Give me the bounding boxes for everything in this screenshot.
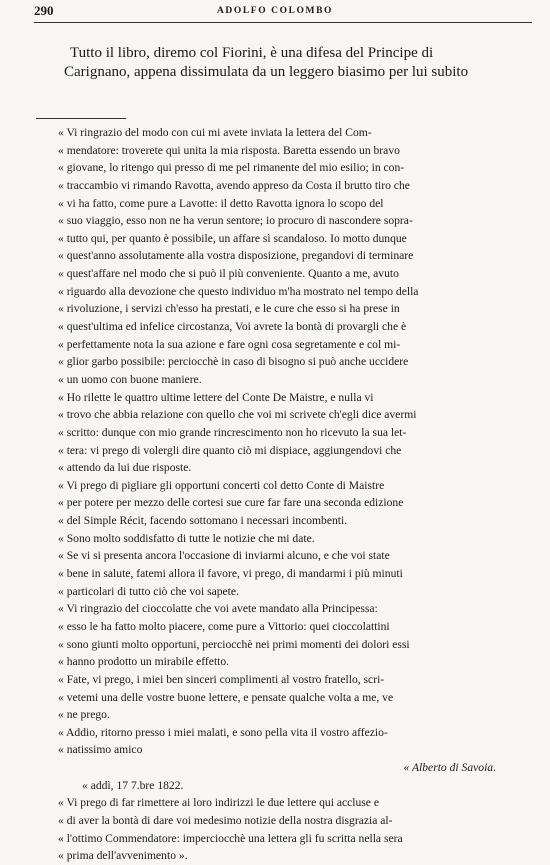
letter-line: « hanno prodotto un mirabile effetto. [58,655,230,669]
letter-line: « vi ha fatto, come pure a Lavotte: il detto Ravotta ignora lo scopo del [58,196,384,210]
intro-line: Carignano, appena dissimulata da un leggero biasimo per lui subito [64,64,469,80]
letter-line: « rivoluzione, i servizi ch'esso ha prestati, e le cure che esso si ha prese in [58,302,400,316]
letter-line: « suo viaggio, esso non ne ha verun sentore; io procuro di nascondere sopra- [58,214,413,228]
letter-line: « quest'anno assolutamente alla vostra disposizione, pregandovi di terminare [58,249,414,263]
letter-line: « del Simple Récit, facendo sottomano i necessari incombenti. [58,514,348,528]
letter-line: « glior garbo possibile: perciocchè in caso di bisogno si può anche uccidere [58,355,409,369]
letter-line: « bene in salute, fatemi allora il favore, vi prego, di mandarmi i più minuti [58,567,403,581]
intro-line: Tutto il libro, diremo col Fiorini, è una difesa del Principe di [70,45,434,61]
letter-line: « Sono molto soddisfatto di tutte le notizie che mi date. [58,531,315,545]
letter-line: « perfettamente nota la sua azione e fare ogni cosa segretamente e col mi- [58,337,401,351]
letter-line: « traccambio vi rimando Ravotta, avendo appreso da Costa il brutto tiro che [58,178,410,192]
letter-line: « Vi ringrazio del cioccolatte che voi avete mandato alla Principessa: [58,602,378,616]
letter-line: « particolari di tutto ciò che voi sapete. [58,584,239,598]
page-number: 290 [34,3,54,18]
letter-line: « scritto: dunque con mio grande rincrescimento non ho ricevuto la sua let- [58,425,407,439]
letter-line: « Vi prego di pigliare gli opportuni concerti col detto Conte di Maistre [58,478,385,492]
letter-line: « ne prego. [58,708,110,722]
letter-line: « Fate, vi prego, i miei ben sinceri complimenti al vostro fratello, scri- [58,672,385,686]
letter-line: « quest'ultima ed infelice circostanza, Voi avrete la bontà di provargli che è [58,320,407,334]
intro-paragraph [64,44,524,82]
letter-line: « giovane, lo ritengo qui presso di me pel rimanente del mio esilio; in con- [58,161,405,175]
letter-line: « vetemi una delle vostre buone lettere, e pensate qualche volta a me, ve [58,690,394,704]
footnote-separator [36,118,126,119]
signature: « Alberto di Savoia. [403,761,496,775]
letter-line: « natissimo amico [58,743,143,757]
letter-line: « un uomo con buone maniere. [58,372,202,386]
letter-line: « Vi ringrazio del modo con cui mi avete inviata la lettera del Com- [58,126,372,139]
closing-line: « di aver la bontà di dare voi medesimo notizie della nostra disgrazia al- [58,813,393,827]
letter-line: « esso le ha fatto molto piacere, come pure a Vittorio: quei cioccolattini [58,619,390,633]
closing-line: « Vi prego di far rimettere ai loro indirizzi le due lettere qui accluse e [58,796,380,810]
header-rule [34,22,532,23]
letter-line: « Addio, ritorno presso i miei malati, e sono pella vita il vostro affezio- [58,725,388,739]
closing-line: « l'ottimo Commendatore: imperciocchè una lettera gli fu scritta nella sera [58,831,403,845]
letter-line: « per potere per mezzo delle cortesi sue cure far fare una seconda edizione [58,496,404,510]
letter-line: « tutto qui, per quanto è possibile, un affare sì scandaloso. Io motto dunque [58,231,407,245]
letter-line: « sono giunti molto opportuni, perciocchè nei primi momenti dei dolori essi [58,637,410,651]
letter-line: « attendo da lui due risposte. [58,461,192,475]
running-title: ADOLFO COLOMBO [216,6,334,16]
closing-line: « prima dell'avvenimento ». [58,849,188,863]
letter-line: « mendatore: troverete qui unita la mia risposta. Baretta essendo un bravo [58,143,400,157]
letter-body [58,124,518,865]
letter-line: « tera: vi prego di volergli dire quanto ciò mi dispiace, aggiungendovi che [58,443,402,457]
letter-line: « Ho rilette le quattro ultime lettere del Conte De Maistre, e nulla vi [58,390,374,404]
date-line: « addì, 17 7.bre 1822. [82,778,184,792]
letter-line: « riguardo alla devozione che questo individuo m'ha mostrato nel tempo della [58,284,419,298]
letter-line: « Se vi si presenta ancora l'occasione di inviarmi alcuno, e che voi state [58,549,390,563]
letter-line: « quest'affare nel modo che si può il più conveniente. Quanto a me, avuto [58,267,399,281]
letter-line: « trovo che abbia relazione con quello che voi mi scrivete ch'egli dice avermi [58,408,417,422]
